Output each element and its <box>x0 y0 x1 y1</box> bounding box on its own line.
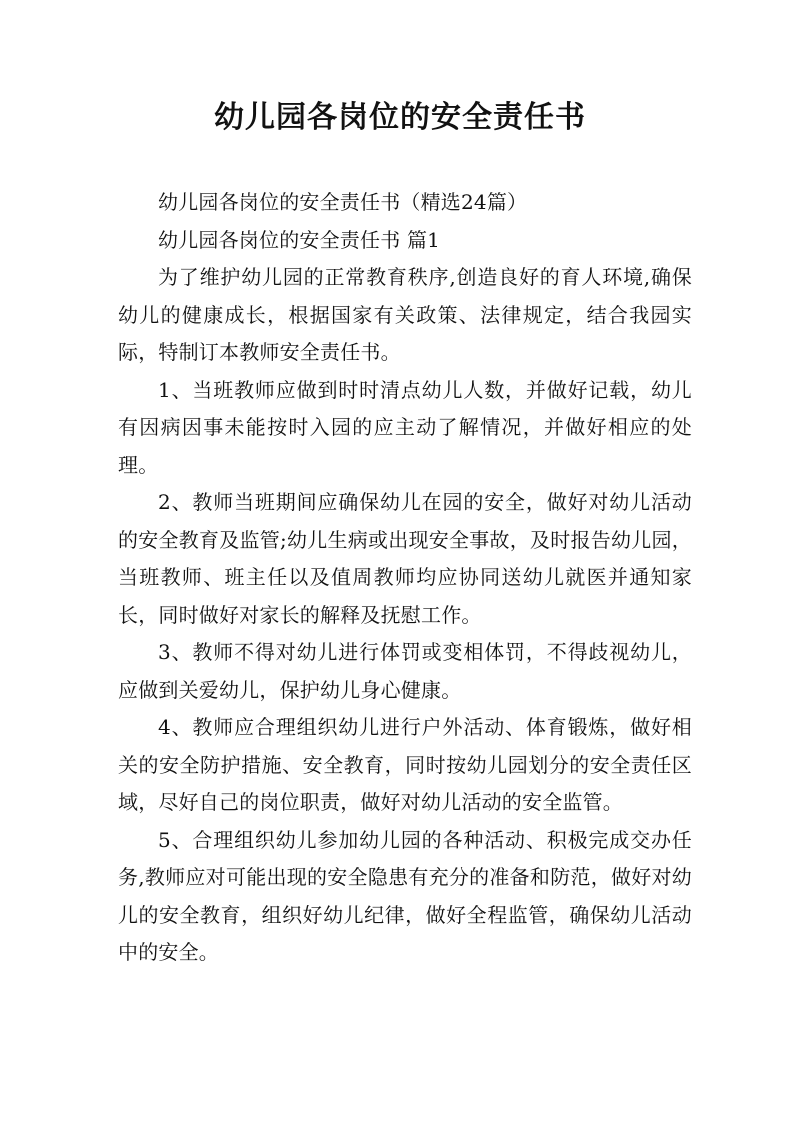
paragraph-item-1: 1、当班教师应做到时时清点幼儿人数，并做好记载，幼儿有因病因事未能按时入园的应主动了解情况，并做好相应的处理。 <box>118 377 692 477</box>
paragraph-item-5: 5、合理组织幼儿参加幼儿园的各种活动、积极完成交办任务,教师应对可能出现的安全隐患有充分的准备和防范，做好对幼儿的安全教育，组织好幼儿纪律，做好全程监管，确保幼儿活动中的安全。 <box>118 827 692 964</box>
paragraph-intro: 为了维护幼儿园的正常教育秩序,创造良好的育人环境,确保幼儿的健康成长，根据国家有关政策、法律规定，结合我园实际，特制订本教师安全责任书。 <box>118 265 692 364</box>
document-title: 幼儿园各岗位的安全责任书 <box>214 100 586 135</box>
paragraph-item-4: 4、教师应合理组织幼儿进行户外活动、体育锻炼，做好相关的安全防护措施、安全教育，同时按幼儿园划分的安全责任区域，尽好自己的岗位职责，做好对幼儿活动的安全监管。 <box>118 715 692 814</box>
paragraph-item-3: 3、教师不得对幼儿进行体罚或变相体罚，不得歧视幼儿，应做到关爱幼儿，保护幼儿身心健康。 <box>118 640 692 702</box>
paragraph-subtitle: 幼儿园各岗位的安全责任书（精选24篇） <box>158 190 528 214</box>
paragraph-item-2: 2、教师当班期间应确保幼儿在园的安全，做好对幼儿活动的安全教育及监管;幼儿生病或出现安全事故，及时报告幼儿园，当班教师、班主任以及值周教师均应协同送幼儿就医并通知家长，同时做好对家长的解释及抚慰工作。 <box>118 490 692 627</box>
document-body <box>118 184 692 972</box>
paragraph-section-heading: 幼儿园各岗位的安全责任书 篇1 <box>158 227 441 252</box>
